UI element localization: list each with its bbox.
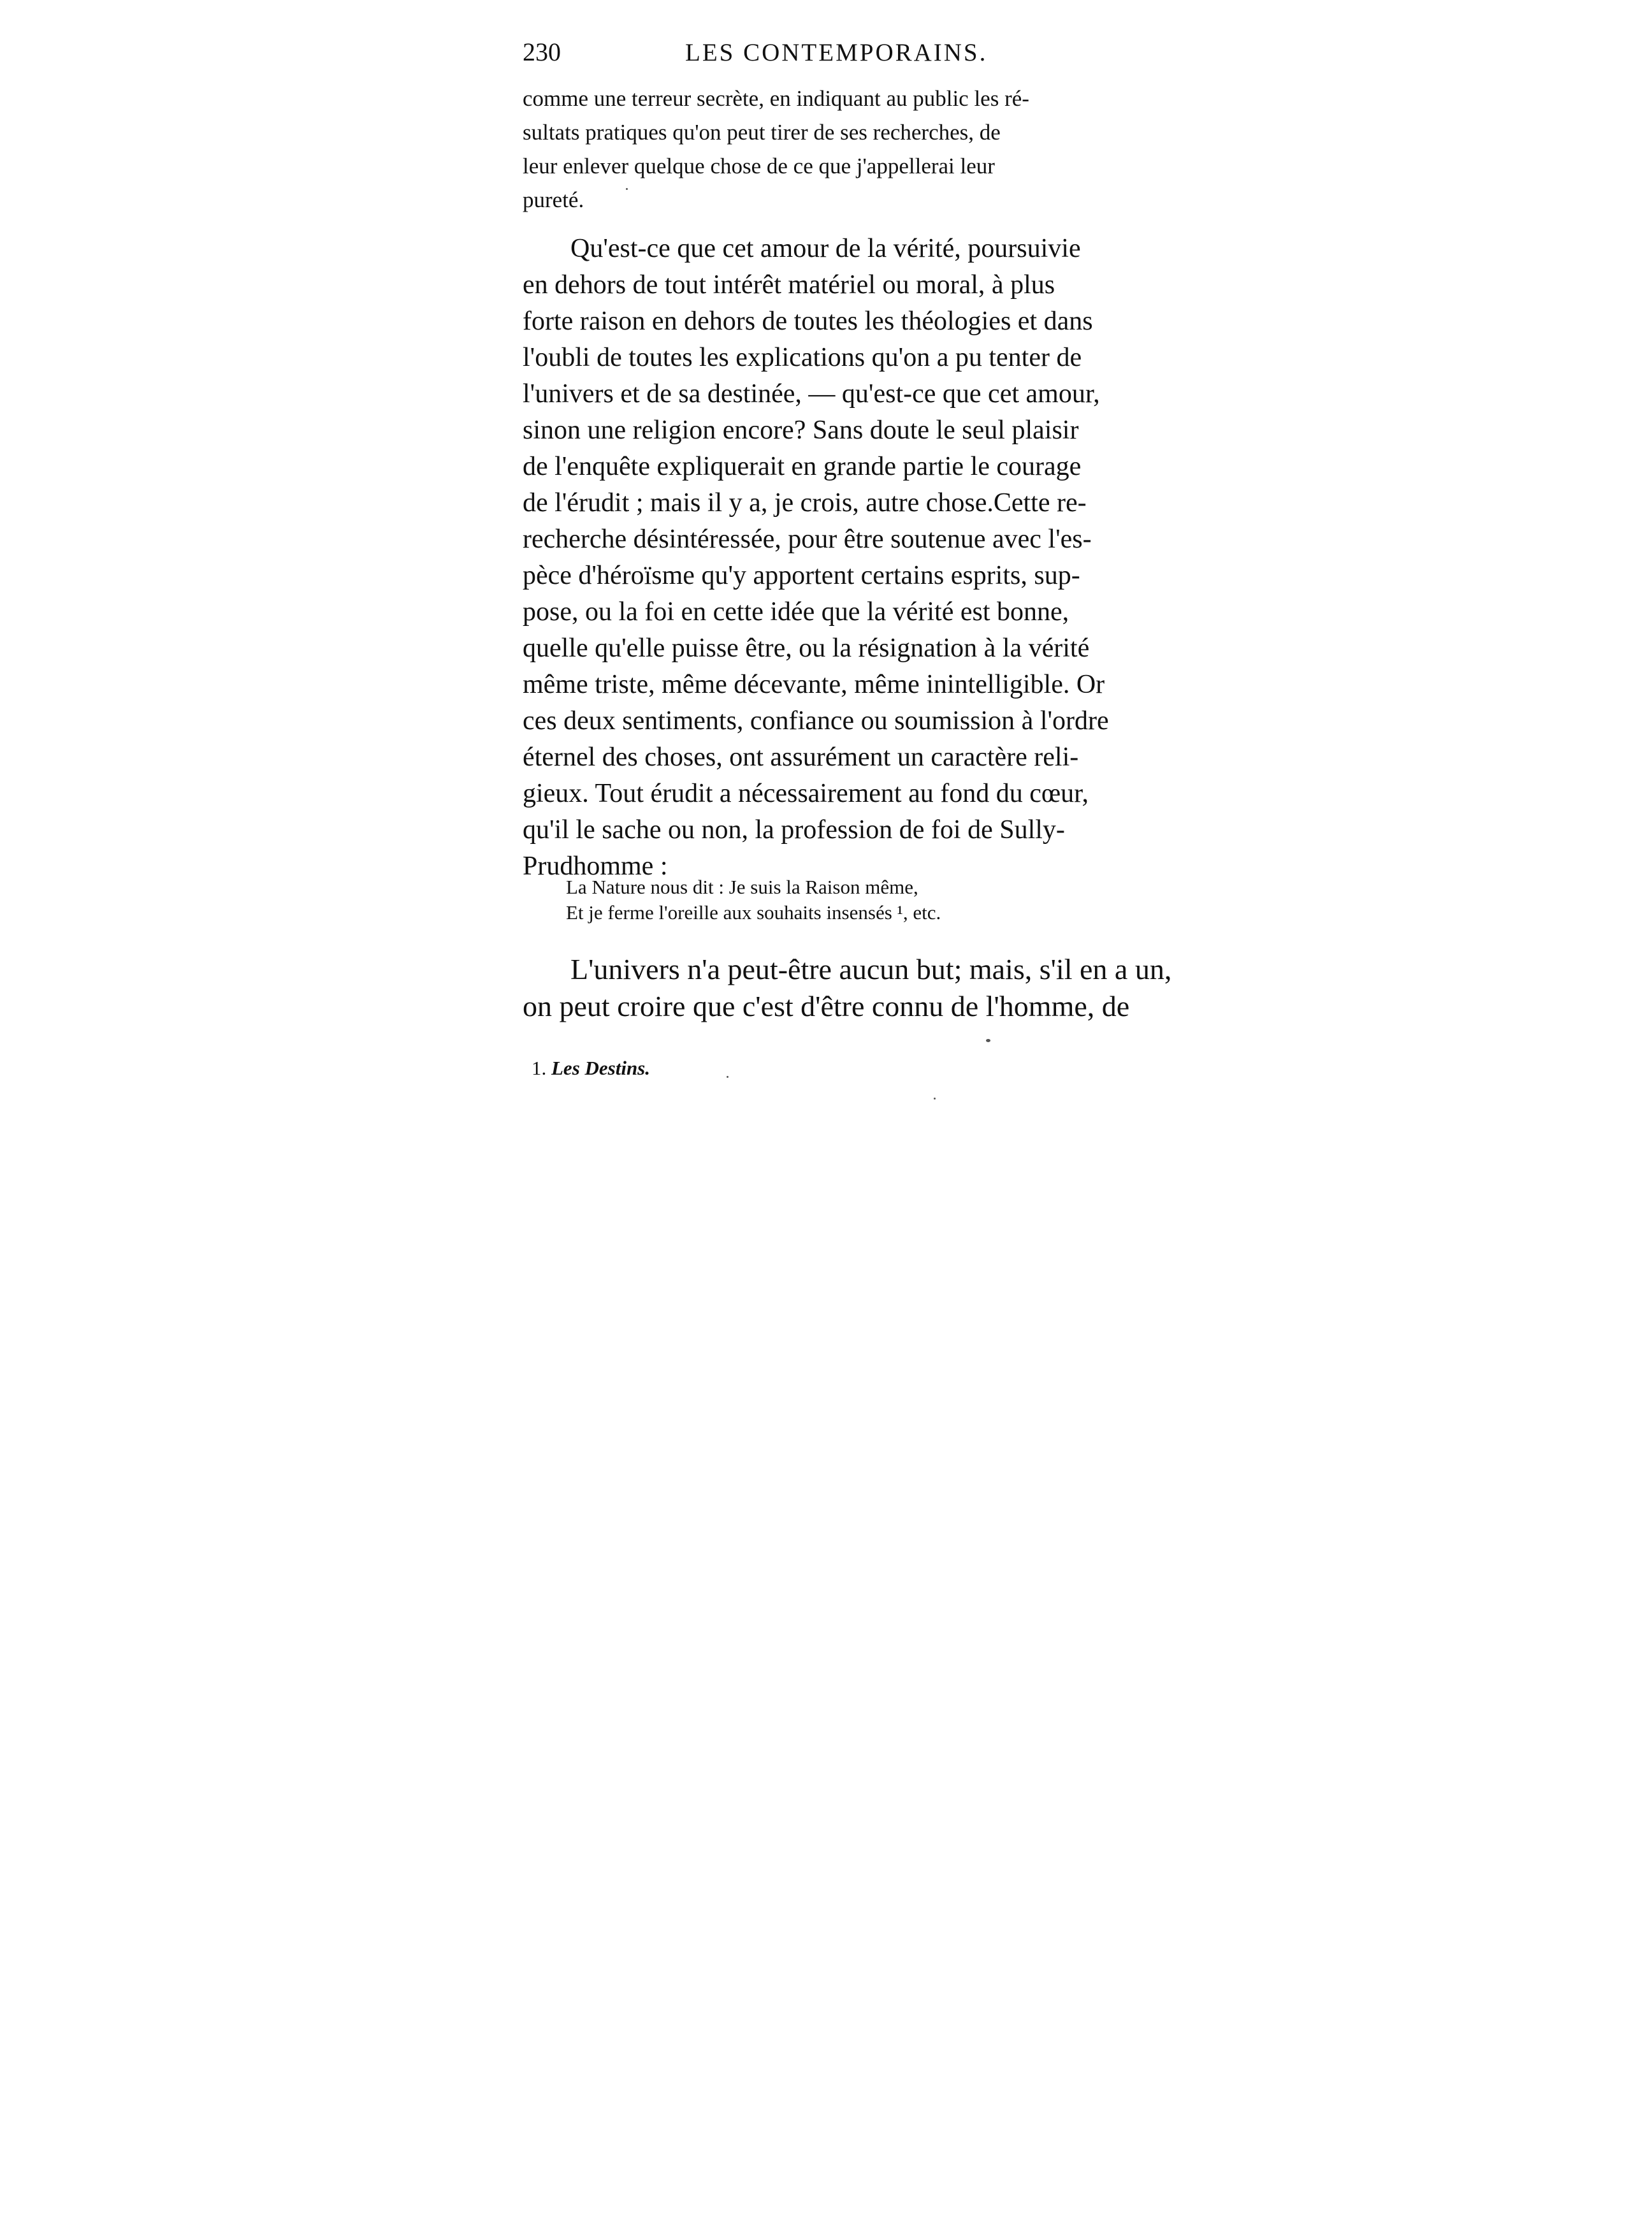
ink-speck <box>626 188 628 190</box>
text-line: de l'enquête expliquerait en grande partie le courage <box>523 452 1082 481</box>
ink-speck <box>934 1098 936 1100</box>
text-line: Qu'est-ce que cet amour de la vérité, poursuivie <box>570 234 1081 263</box>
running-title: LES CONTEMPORAINS. <box>685 39 988 66</box>
text-line: comme une terreur secrète, en indiquant au public les ré- <box>523 86 1029 111</box>
verse-quotation <box>566 875 941 926</box>
text-line: on peut croire que c'est d'être connu de l'homme, de <box>523 990 1130 1022</box>
text-line: Prudhomme : <box>523 852 668 881</box>
paragraph-final <box>523 951 1172 1025</box>
text-line: qu'il le sache ou non, la profession de foi de Sully- <box>523 815 1065 845</box>
footnote <box>532 1057 650 1080</box>
text-line: gieux. Tout érudit a nécessairement au fond du cœur, <box>523 779 1089 808</box>
text-line: pureté. <box>523 187 584 212</box>
text-line: même triste, même décevante, même inintelligible. Or <box>523 670 1105 699</box>
page-header <box>523 37 1122 75</box>
footnote-number: 1. <box>532 1057 547 1079</box>
text-line: forte raison en dehors de toutes les théologies et dans <box>523 307 1093 336</box>
ink-speck <box>986 1039 990 1042</box>
paragraph-main <box>523 231 1125 885</box>
text-line: en dehors de tout intérêt matériel ou moral, à plus <box>523 270 1055 300</box>
text-line: l'oubli de toutes les explications qu'on a pu tenter de <box>523 343 1082 372</box>
footnote-text: Les Destins. <box>551 1057 650 1079</box>
text-line: pèce d'héroïsme qu'y apportent certains esprits, sup- <box>523 561 1080 590</box>
text-line: leur enlever quelque chose de ce que j'appellerai leur <box>523 154 995 178</box>
verse-line: La Nature nous dit : Je suis la Raison même, <box>566 876 918 898</box>
text-line: de l'érudit ; mais il y a, je crois, autre chose.Cette re- <box>523 488 1087 518</box>
text-line: recherche désintéressée, pour être soutenue avec l'es- <box>523 525 1092 554</box>
verse-line: Et je ferme l'oreille aux souhaits insensés ¹, etc. <box>566 901 941 924</box>
text-line: sinon une religion encore? Sans doute le seul plaisir <box>523 416 1079 445</box>
page-number: 230 <box>523 38 561 66</box>
text-line: L'univers n'a peut-être aucun but; mais, s'il en a un, <box>570 953 1172 985</box>
text-line: quelle qu'elle puisse être, ou la résignation à la vérité <box>523 634 1090 663</box>
text-line: ces deux sentiments, confiance ou soumission à l'ordre <box>523 706 1109 736</box>
text-line: éternel des choses, ont assurément un caractère reli- <box>523 743 1079 772</box>
paragraph-continuation <box>523 82 1125 217</box>
text-line: l'univers et de sa destinée, — qu'est-ce que cet amour, <box>523 379 1100 409</box>
text-line: pose, ou la foi en cette idée que la vérité est bonne, <box>523 597 1069 627</box>
text-line: sultats pratiques qu'on peut tirer de ses recherches, de <box>523 120 1001 145</box>
ink-speck <box>727 1076 728 1078</box>
